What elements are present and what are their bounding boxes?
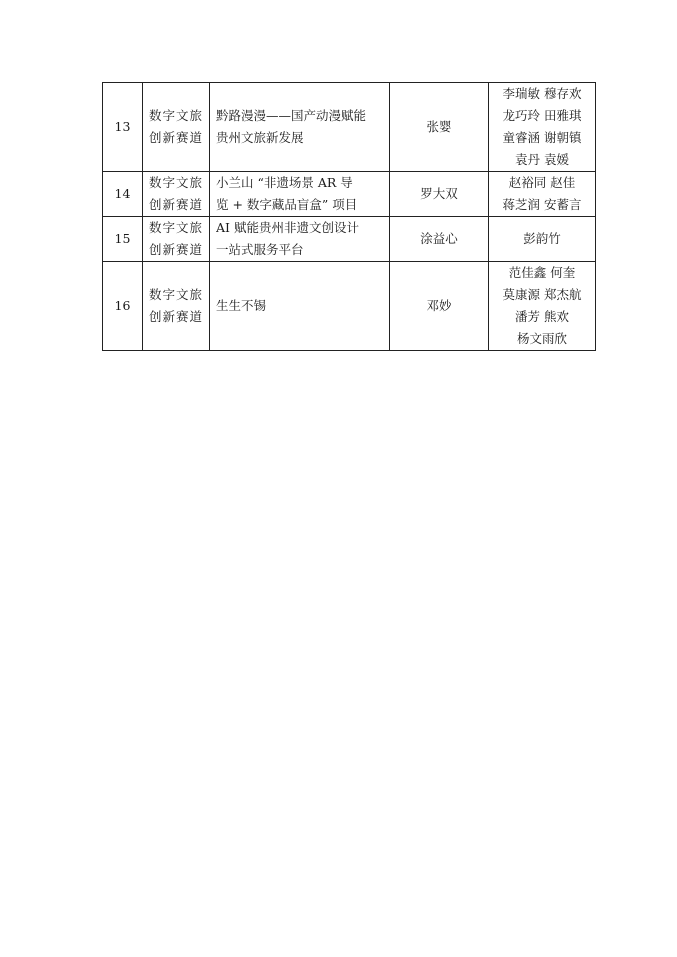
member-line: 赵裕同 赵佳 bbox=[508, 175, 576, 190]
table-row bbox=[103, 217, 596, 262]
project-line: 览 + 数字藏品盲盒” 项目 bbox=[216, 197, 358, 212]
member-line: 杨文雨欣 bbox=[516, 331, 567, 346]
member-line: 袁丹 袁媛 bbox=[515, 152, 569, 167]
project-line: 黔路漫漫——国产动漫赋能 bbox=[216, 108, 367, 123]
members-cell bbox=[489, 83, 596, 172]
member-line: 莫康源 郑杰航 bbox=[502, 287, 582, 302]
row-number: 14 bbox=[103, 172, 143, 217]
track-line: 数字文旅 bbox=[149, 287, 203, 302]
project-cell bbox=[210, 217, 390, 262]
track-cell bbox=[143, 217, 210, 262]
project-line: AI 赋能贵州非遗文创设计 bbox=[216, 220, 359, 235]
track-line: 创新赛道 bbox=[149, 309, 203, 324]
track-cell bbox=[143, 262, 210, 351]
track-cell bbox=[143, 83, 210, 172]
project-line: 一站式服务平台 bbox=[216, 242, 304, 257]
track-line: 创新赛道 bbox=[149, 197, 203, 212]
member-line: 蒋芝润 安蓄言 bbox=[502, 197, 582, 212]
project-line: 小兰山 “非遗场景 AR 导 bbox=[216, 175, 353, 190]
roster-table bbox=[102, 82, 596, 351]
project-line: 生生不锡 bbox=[216, 298, 267, 313]
member-line: 范佳鑫 何奎 bbox=[508, 265, 576, 280]
track-line: 数字文旅 bbox=[149, 175, 203, 190]
track-line: 创新赛道 bbox=[149, 130, 203, 145]
row-number: 13 bbox=[103, 83, 143, 172]
project-cell bbox=[210, 83, 390, 172]
member-line: 彭韵竹 bbox=[523, 231, 561, 246]
track-cell bbox=[143, 172, 210, 217]
table-row bbox=[103, 83, 596, 172]
leader-cell: 邓妙 bbox=[390, 262, 489, 351]
table-row bbox=[103, 262, 596, 351]
members-cell bbox=[489, 172, 596, 217]
project-cell bbox=[210, 262, 390, 351]
row-number: 15 bbox=[103, 217, 143, 262]
row-number: 16 bbox=[103, 262, 143, 351]
members-cell bbox=[489, 262, 596, 351]
leader-cell: 罗大双 bbox=[390, 172, 489, 217]
project-cell bbox=[210, 172, 390, 217]
track-line: 数字文旅 bbox=[149, 108, 203, 123]
member-line: 童睿涵 谢朝镇 bbox=[502, 130, 582, 145]
member-line: 李瑞敏 穆存欢 bbox=[502, 86, 582, 101]
member-line: 潘芳 熊欢 bbox=[515, 309, 569, 324]
project-line: 贵州文旅新发展 bbox=[216, 130, 304, 145]
table-row bbox=[103, 172, 596, 217]
member-line: 龙巧玲 田雅琪 bbox=[502, 108, 582, 123]
leader-cell: 涂益心 bbox=[390, 217, 489, 262]
track-line: 数字文旅 bbox=[149, 220, 203, 235]
leader-cell: 张婴 bbox=[390, 83, 489, 172]
track-line: 创新赛道 bbox=[149, 242, 203, 257]
members-cell bbox=[489, 217, 596, 262]
